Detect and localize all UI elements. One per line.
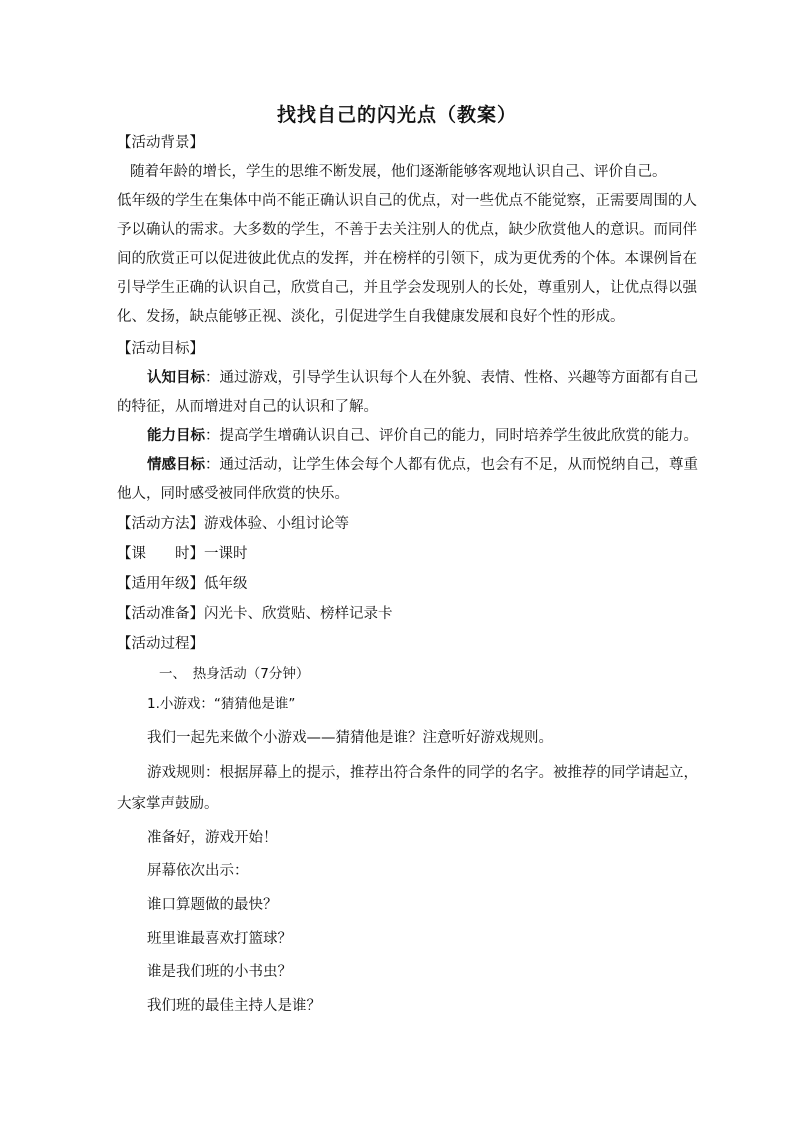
game-rules-continued: 大家掌声鼓励。 — [117, 796, 219, 812]
cognitive-goal-label: 认知目标 — [147, 370, 205, 386]
background-line: 化、发扬，缺点能够正视、淡化，引促进学生自我健康发展和良好个性的形成。 — [117, 309, 625, 325]
document-title: 找找自己的闪光点（教案） — [276, 104, 517, 126]
game-intro: 我们一起先来做个小游戏——猜猜他是谁？注意听好游戏规则。 — [147, 730, 553, 746]
emotion-goal-continued: 他人，同时感受被同伴欣赏的快乐。 — [117, 486, 349, 502]
background-line: 随着年龄的增长，学生的思维不断发展，他们逐渐能够客观地认识自己、评价自己。 — [130, 164, 667, 180]
cognitive-goal — [147, 368, 698, 388]
screen-prompt: 屏幕依次出示： — [147, 863, 249, 879]
ability-goal — [147, 426, 698, 446]
process-heading: 【活动过程】 — [117, 636, 204, 652]
section-warmup: 一、 热身活动（7分钟） — [159, 666, 310, 682]
emotion-goal-text: ：通过活动，让学生体会每个人都有优点，也会有不足，从而悦纳自己，尊重 — [205, 457, 698, 473]
activity-preparation: 【活动准备】闪光卡、欣赏贴、榜样记录卡 — [117, 606, 393, 622]
question-item: 谁口算题做的最快？ — [147, 897, 278, 913]
background-line: 低年级的学生在集体中尚不能正确认识自己的优点，对一些优点不能觉察，正需要周围的人 — [117, 193, 697, 209]
ability-goal-text: ：提高学生增确认识自己、评价自己的能力，同时培养学生彼此欣赏的能力。 — [205, 428, 698, 444]
background-line: 引导学生正确的认识自己，欣赏自己，并且学会发现别人的长处，尊重别人，让优点得以强 — [117, 280, 697, 296]
background-heading: 【活动背景】 — [117, 135, 204, 151]
game-start: 准备好，游戏开始！ — [147, 830, 278, 846]
class-period: 【课 时】一课时 — [117, 546, 248, 562]
question-item: 我们班的最佳主持人是谁？ — [147, 998, 321, 1014]
emotion-goal-label: 情感目标 — [147, 457, 205, 473]
question-item: 班里谁最喜欢打篮球？ — [147, 931, 292, 947]
game-title: 1.小游戏：“猜猜他是谁” — [147, 696, 296, 712]
game-rules: 游戏规则：根据屏幕上的提示，推荐出符合条件的同学的名字。被推荐的同学请起立， — [147, 765, 698, 781]
background-line: 间的欣赏正可以促进彼此优点的发挥，并在榜样的引领下，成为更优秀的个体。本课例旨在 — [117, 251, 697, 267]
ability-goal-label: 能力目标 — [147, 428, 205, 444]
question-item: 谁是我们班的小书虫？ — [147, 964, 292, 980]
goals-heading: 【活动目标】 — [117, 341, 204, 357]
emotion-goal — [147, 455, 698, 475]
applicable-grade: 【适用年级】低年级 — [117, 576, 248, 592]
background-line: 予以确认的需求。大多数的学生，不善于去关注别人的优点，缺少欣赏他人的意识。而同伴 — [117, 222, 697, 238]
activity-method: 【活动方法】游戏体验、小组讨论等 — [117, 516, 349, 532]
cognitive-goal-continued: 的特征，从而增进对自己的认识和了解。 — [117, 399, 378, 415]
cognitive-goal-text: ：通过游戏，引导学生认识每个人在外貌、表情、性格、兴趣等方面都有自己 — [205, 370, 698, 386]
